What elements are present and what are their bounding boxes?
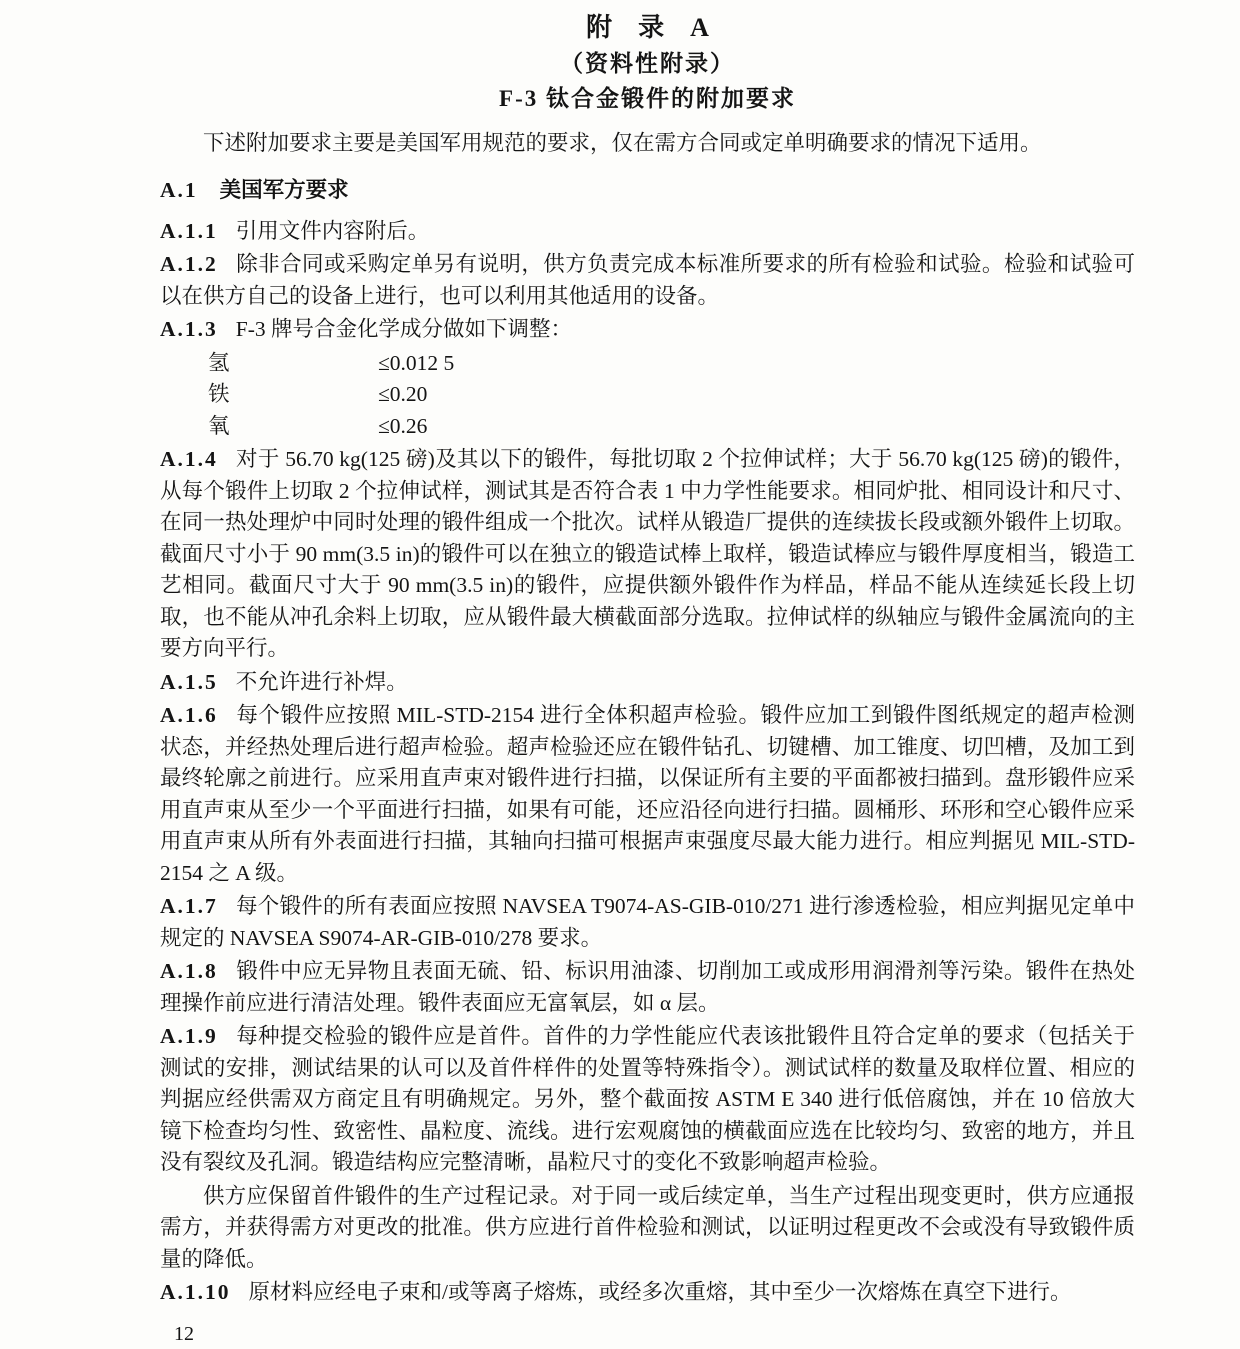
chemistry-row-oxygen — [160, 411, 1135, 443]
element-name: 氢 — [208, 350, 230, 375]
appendix-heading: F-3 钛合金锻件的附加要求 — [499, 86, 796, 111]
clause-text: 原材料应经电子束和/或等离子熔炼，或经多次重熔，其中至少一次熔炼在真空下进行。 — [248, 1280, 1072, 1304]
element-name: 氧 — [208, 413, 230, 438]
clause-text: 锻件中应无异物且表面无硫、铅、标识用油漆、切削加工或成形用润滑剂等污染。锻件在热处理操作前应进行清洁处理。锻件表面应无富氧层，如 α 层。 — [160, 959, 1135, 1015]
section-label: A.1 — [160, 177, 198, 202]
clause-label: A.1.6 — [160, 703, 218, 727]
clause-a-1-2 — [160, 249, 1135, 312]
clause-text: 除非合同或采购定单另有说明，供方负责完成本标准所要求的所有检验和试验。检验和试验可以在供方自己的设备上进行，也可以利用其他适用的设备。 — [160, 252, 1135, 308]
element-limit: ≤0.26 — [378, 413, 428, 438]
clause-text: 引用文件内容附后。 — [235, 218, 430, 243]
chemistry-row-hydrogen — [160, 348, 1135, 380]
chemistry-row-iron — [160, 379, 1135, 411]
clause-a-1-7 — [160, 891, 1135, 954]
clause-a-1-4 — [160, 444, 1135, 665]
appendix-title-block — [160, 10, 1135, 116]
clause-a-1-10 — [160, 1277, 1135, 1309]
clause-a-1-9 — [160, 1021, 1135, 1179]
clause-label: A.1.10 — [160, 1280, 231, 1304]
clause-label: A.1.9 — [160, 1024, 218, 1048]
appendix-subtitle: （资料性附录） — [560, 51, 735, 76]
clause-a-1-5 — [160, 667, 1135, 699]
clause-text: 每个锻件的所有表面应按照 NAVSEA T9074-AS-GIB-010/271 进行渗透检验，相应判据见定单中规定的 NAVSEA S9074-AR-GIB-010/278 要求。 — [160, 894, 1135, 950]
clause-a-1-3 — [160, 314, 1135, 346]
clause-a-1-6 — [160, 700, 1135, 889]
supplier-note-paragraph: 供方应保留首件锻件的生产过程记录。对于同一或后续定单，当生产过程出现变更时，供方应通报需方，并获得需方对更改的批准。供方应进行首件检验和测试，以证明过程更改不会或没有导致锻件质量的降低。 — [160, 1183, 1135, 1271]
appendix-title: 附 录 A — [586, 13, 709, 42]
clause-label: A.1.3 — [160, 317, 218, 341]
clause-text: 对于 56.70 kg(125 磅)及其以下的锻件，每批切取 2 个拉伸试样；大于 56.70 kg(125 磅)的锻件，从每个锻件上切取 2 个拉伸试样，测试其是否符合表 1 中力学性能要求。相同炉批、相同设计和尺寸、在同一热处理炉中同时处理的锻件组成一个批次。试样从锻造厂提供的连续拔长段或额外锻件上切取。截面尺寸小于 90 mm(3.5 in)的锻件可以在独立的锻造试棒上取样，锻造试棒应与锻件厚度相当，锻造工艺相同。截面尺寸大于 90 mm(3.5 in)的锻件，应提供额外锻件作为样品，样品不能从连续延长段上切取，也不能从冲孔余料上切取，应从锻件最大横截面部分选取。拉伸试样的纵轴应与锻件金属流向的主要方向平行。 — [160, 447, 1135, 660]
chemistry-limits-table — [160, 348, 1135, 443]
clause-label: A.1.2 — [160, 252, 218, 276]
clause-text: F-3 牌号合金化学成分做如下调整： — [235, 317, 573, 341]
clause-label: A.1.7 — [160, 894, 218, 918]
clause-a-1-1 — [160, 216, 1135, 248]
clause-text: 不允许进行补焊。 — [235, 669, 408, 694]
clause-a-1-8 — [160, 956, 1135, 1019]
clause-text: 每个锻件应按照 MIL-STD-2154 进行全体积超声检验。锻件应加工到锻件图纸规定的超声检测状态，并经热处理后进行超声检验。超声检验还应在锻件钻孔、切键槽、加工锥度、切凹槽，及加工到最终轮廓之前进行。应采用直声束对锻件进行扫描，以保证所有主要的平面都被扫描到。盘形锻件应采用直声束从至少一个平面进行扫描，如果有可能，还应沿径向进行扫描。圆桶形、环形和空心锻件应采用直声束从所有外表面进行扫描，其轴向扫描可根据声束强度尽最大能力进行。相应判据见 MIL-STD-2154 之 A 级。 — [160, 703, 1135, 885]
clause-label: A.1.1 — [160, 218, 218, 243]
element-limit: ≤0.20 — [378, 382, 428, 406]
element-name: 铁 — [208, 382, 230, 406]
section-heading-a1 — [160, 174, 1135, 206]
intro-paragraph: 下述附加要求主要是美国军用规范的要求，仅在需方合同或定单明确要求的情况下适用。 — [203, 131, 1042, 155]
clause-label: A.1.5 — [160, 669, 218, 694]
section-title: 美国军方要求 — [219, 177, 349, 202]
clause-text: 每种提交检验的锻件应是首件。首件的力学性能应代表该批锻件且符合定单的要求（包括关于测试的安排，测试结果的认可以及首件样件的处置等特殊指令）。测试试样的数量及取样位置、相应的判据应经供需双方商定且有明确规定。另外，整个截面按 ASTM E 340 进行低倍腐蚀，并在 10 倍放大镜下检查均匀性、致密性、晶粒度、流线。进行宏观腐蚀的横截面应选在比较均匀、致密的地方，并且没有裂纹及孔洞。锻造结构应完整清晰，晶粒尺寸的变化不致影响超声检验。 — [160, 1024, 1135, 1174]
clause-label: A.1.8 — [160, 959, 218, 983]
clause-label: A.1.4 — [160, 447, 218, 471]
element-limit: ≤0.012 5 — [378, 350, 455, 375]
page-number: 12 — [174, 1322, 194, 1345]
